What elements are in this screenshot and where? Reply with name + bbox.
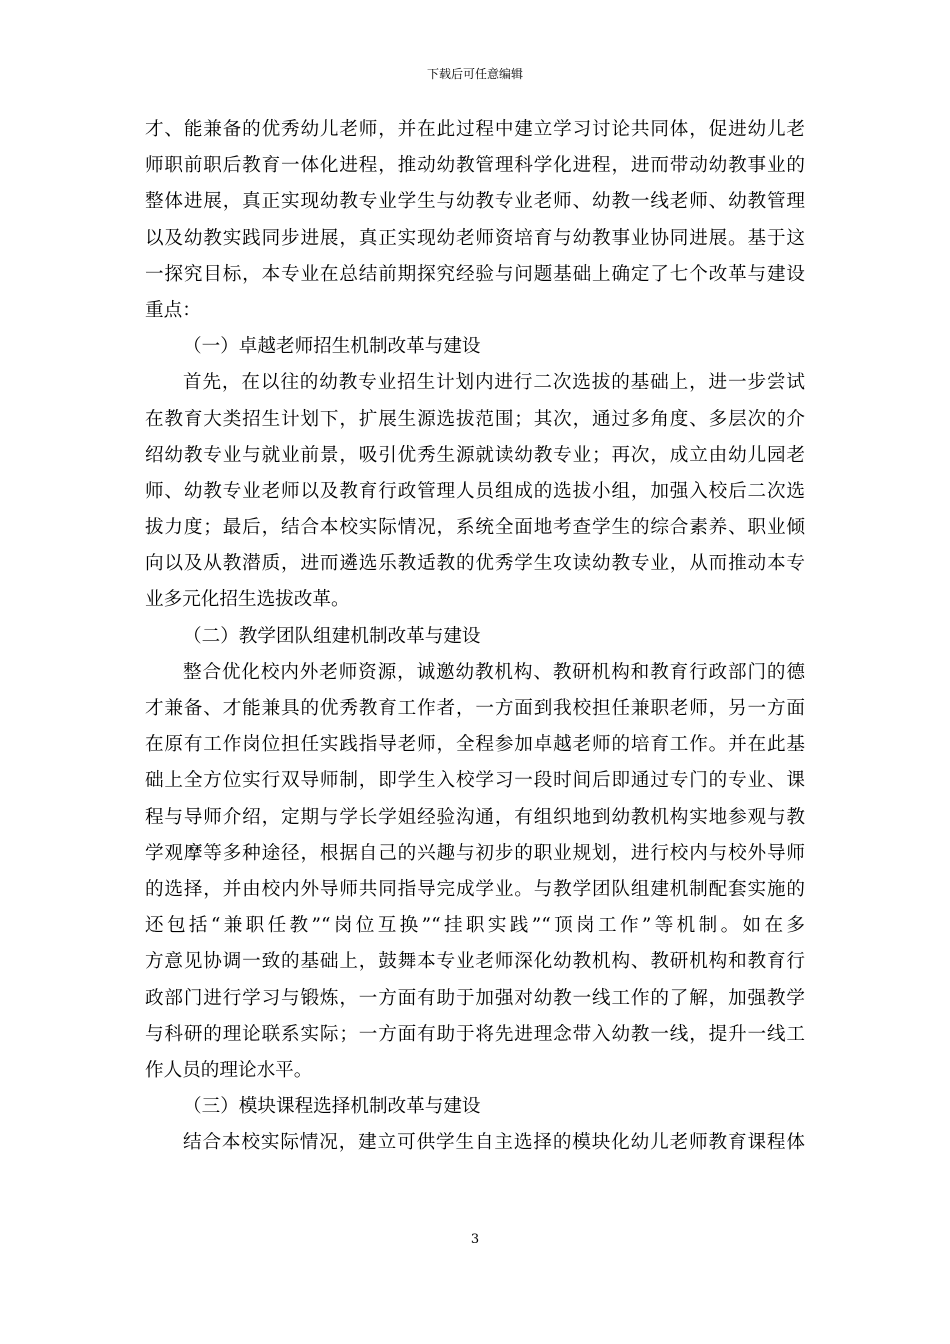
paragraph-line: 结合本校实际情况，建立可供学生自主选择的模块化幼儿老师教育课程体 bbox=[183, 1132, 805, 1154]
paragraph-line: 方意见协调一致的基础上，鼓舞本专业老师深化幼教机构、教研机构和教育行 bbox=[145, 951, 805, 973]
paragraph-line: 政部门进行学习与锻炼，一方面有助于加强对幼教一线工作的了解，加强教学 bbox=[145, 987, 805, 1009]
paragraph-line: 师、幼教专业老师以及教育行政管理人员组成的选拔小组，加强入校后二次选 bbox=[145, 480, 805, 502]
section-heading: （二）教学团队组建机制改革与建设 bbox=[183, 625, 481, 647]
paragraph-line: 还包括“兼职任教”“岗位互换”“挂职实践”“顶岗工作”等机制。如在多 bbox=[145, 915, 805, 937]
paragraph-line: 拔力度；最后，结合本校实际情况，系统全面地考查学生的综合素养、职业倾 bbox=[145, 517, 805, 539]
paragraph-line: 向以及从教潜质，进而遴选乐教适教的优秀学生攻读幼教专业，从而推动本专 bbox=[145, 553, 805, 575]
paragraph-line: 才、能兼备的优秀幼儿老师，并在此过程中建立学习讨论共同体，促进幼儿老 bbox=[145, 119, 805, 140]
paragraph-line: 与科研的理论联系实际；一方面有助于将先进理念带入幼教一线，提升一线工 bbox=[145, 1023, 805, 1045]
paragraph-line: 在教育大类招生计划下，扩展生源选拔范围；其次，通过多角度、多层次的介 bbox=[145, 408, 805, 430]
paragraph-line: 的选择，并由校内外导师共同指导完成学业。与教学团队组建机制配套实施的 bbox=[145, 878, 805, 900]
paragraph-line: 础上全方位实行双导师制，即学生入校学习一段时间后即通过专门的专业、课 bbox=[145, 770, 805, 792]
paragraph-line: 以及幼教实践同步进展，真正实现幼老师资培育与幼教事业协同进展。基于这 bbox=[145, 227, 805, 249]
paragraph-line: 业多元化招生选拔改革。 bbox=[145, 589, 350, 611]
paragraph-line: 整体进展，真正实现幼教专业学生与幼教专业老师、幼教一线老师、幼教管理 bbox=[145, 191, 805, 213]
page-number: 3 bbox=[470, 1232, 480, 1247]
paragraph-line: 绍幼教专业与就业前景，吸引优秀生源就读幼教专业；再次，成立由幼儿园老 bbox=[145, 444, 805, 466]
paragraph-line: 一探究目标，本专业在总结前期探究经验与问题基础上确定了七个改革与建设 bbox=[145, 263, 805, 285]
paragraph-line: 重点： bbox=[145, 299, 201, 321]
paragraph-line: 师职前职后教育一体化进程，推动幼教管理科学化进程，进而带动幼教事业的 bbox=[145, 155, 805, 177]
section-heading: （三）模块课程选择机制改革与建设 bbox=[183, 1096, 481, 1118]
paragraph-line: 在原有工作岗位担任实践指导老师，全程参加卓越老师的培育工作。并在此基 bbox=[145, 734, 805, 756]
paragraph-line: 作人员的理论水平。 bbox=[145, 1059, 313, 1081]
document-body bbox=[145, 112, 805, 1161]
paragraph-line: 首先，在以往的幼教专业招生计划内进行二次选拔的基础上，进一步尝试 bbox=[183, 372, 805, 394]
paragraph-line: 程与导师介绍，定期与学长学姐经验沟通，有组织地到幼教机构实地参观与教 bbox=[145, 806, 805, 828]
paragraph-line: 整合优化校内外老师资源，诚邀幼教机构、教研机构和教育行政部门的德 bbox=[183, 661, 805, 683]
page-header: 下载后可任意编辑 bbox=[426, 67, 523, 81]
section-heading: （一）卓越老师招生机制改革与建设 bbox=[183, 336, 481, 358]
paragraph-line: 学观摩等多种途径，根据自己的兴趣与初步的职业规划，进行校内与校外导师 bbox=[145, 842, 805, 864]
paragraph-line: 才兼备、才能兼具的优秀教育工作者，一方面到我校担任兼职老师，另一方面 bbox=[145, 698, 805, 719]
